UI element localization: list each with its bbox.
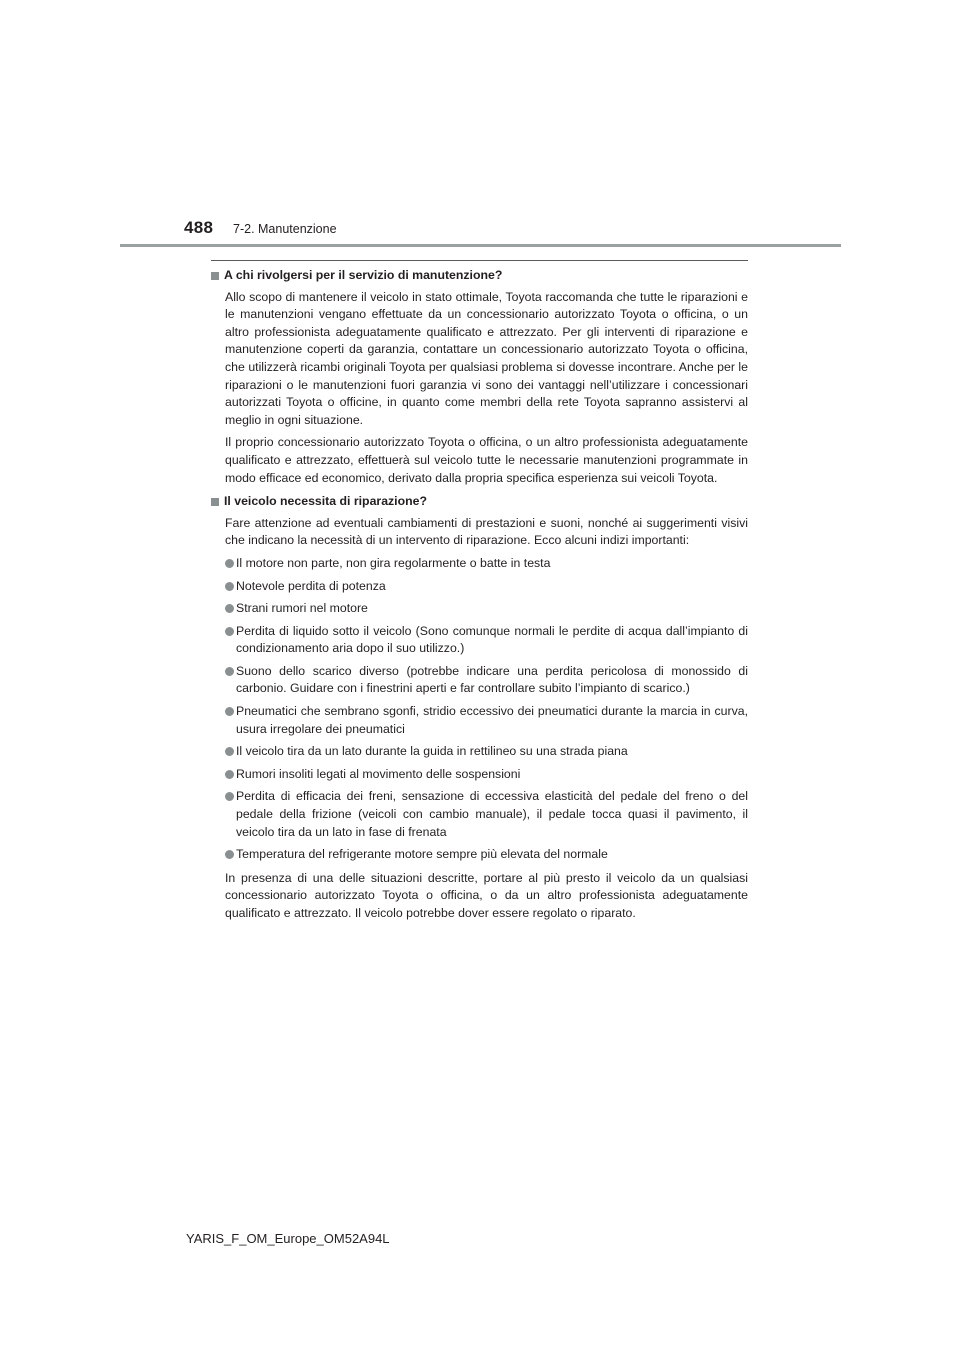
list-item-text: Il veicolo tira da un lato durante la guida in rettilineo su una strada piana [236, 744, 628, 759]
list-item-text: Perdita di liquido sotto il veicolo (Sono comunque normali le perdite di acqua dall’impianto di condizionamento aria dopo il suo utilizzo.) [236, 623, 748, 656]
circle-bullet-icon [225, 792, 234, 801]
circle-bullet-icon [225, 559, 234, 568]
paragraph: Il proprio concessionario autorizzato Toyota o officina, o un altro professionista adeguatamente qualificato e attrezzato, effettuerà sul veicolo tutte le necessarie manutenzioni programmate in modo efficace ed economico, derivato dalla propria specifica esperienza sui veicoli Toyota. [225, 435, 748, 485]
list-item-text: Suono dello scarico diverso (potrebbe indicare una perdita pericolosa di monossido di carbonio. Guidare con i finestrini aperti e far controllare subito l’impianto di scarico.) [236, 663, 748, 696]
paragraph: Allo scopo di mantenere il veicolo in stato ottimale, Toyota raccomanda che tutte le riparazioni e le manutenzioni vengano effettuate da un concessionario autorizzato Toyota o officina, o un altro professionista adeguatamente qualificato e attrezzato. Per gli interventi di riparazione e manutenzione coperti da garanzia, contattare un concessionario autorizzato Toyota o officina, che utilizzerà ricambi originali Toyota per qualsiasi problema si dovesse incontrare. Anche per le riparazioni o le manutenzioni fuori garanzia vi sono dei vantaggi nell’utilizzare i concessionari autorizzati Toyota o officine, in quanto come membri della rete Toyota sapranno assistervi al meglio in ogni situazione. [225, 289, 748, 427]
list-item [225, 766, 748, 784]
list-item-text: Strani rumori nel motore [236, 601, 368, 616]
circle-bullet-icon [225, 667, 234, 676]
list-item [225, 555, 748, 573]
heading-text: Il veicolo necessita di riparazione? [224, 494, 427, 509]
document-code: YARIS_F_OM_Europe_OM52A94L [186, 1231, 390, 1246]
content-divider [211, 260, 748, 261]
circle-bullet-icon [225, 770, 234, 779]
list-item [225, 703, 748, 738]
list-item-text: Temperatura del refrigerante motore sempre più elevata del normale [236, 847, 608, 862]
header-divider [120, 244, 841, 247]
heading-text: A chi rivolgersi per il servizio di manutenzione? [224, 268, 503, 282]
closing-paragraph: In presenza di una delle situazioni descritte, portare al più presto il veicolo da un qualsiasi concessionario autorizzato Toyota o officina, o da un altro professionista adeguatamente qualificato e attrezzato. Il veicolo potrebbe dover essere regolato o riparato. [225, 870, 748, 920]
circle-bullet-icon [225, 747, 234, 756]
circle-bullet-icon [225, 707, 234, 716]
list-item-text: Pneumatici che sembrano sgonfi, stridio eccessivo dei pneumatici durante la marcia in curva, usura irregolare dei pneumatici [236, 704, 748, 736]
list-item [225, 578, 748, 596]
list-item [225, 846, 748, 864]
list-item [225, 788, 748, 841]
list-item-text: Perdita di efficacia dei freni, sensazione di eccessiva elasticità del pedale del freno o del pedale della frizione (veicoli con cambio manuale), il pedale tocca quasi il pavimento, il veicolo tira da un lato in fase di frenata [236, 789, 748, 839]
intro-paragraph: Fare attenzione ad eventuali cambiamenti di prestazioni e suoni, nonché ai suggerimenti visivi che indicano la necessità di un intervento di riparazione. Ecco alcuni indizi importanti: [225, 515, 748, 548]
page-number: 488 [184, 218, 214, 237]
section-title: 7-2. Manutenzione [233, 222, 337, 236]
list-item-text: Rumori insoliti legati al movimento delle sospensioni [236, 766, 521, 781]
circle-bullet-icon [225, 604, 234, 613]
list-item-text: Notevole perdita di potenza [236, 578, 386, 593]
section-heading-maintenance-service [211, 267, 748, 285]
list-item [225, 663, 748, 698]
symptom-list [225, 555, 748, 864]
circle-bullet-icon [225, 627, 234, 636]
list-item [225, 600, 748, 618]
circle-bullet-icon [225, 582, 234, 591]
square-bullet-icon [211, 272, 219, 280]
circle-bullet-icon [225, 850, 234, 859]
list-item [225, 623, 748, 658]
list-item [225, 743, 748, 761]
list-item-text: Il motore non parte, non gira regolarmente o batte in testa [236, 555, 551, 570]
square-bullet-icon [211, 498, 219, 506]
page-content [211, 267, 748, 928]
section-heading-repair-needed [211, 493, 748, 511]
